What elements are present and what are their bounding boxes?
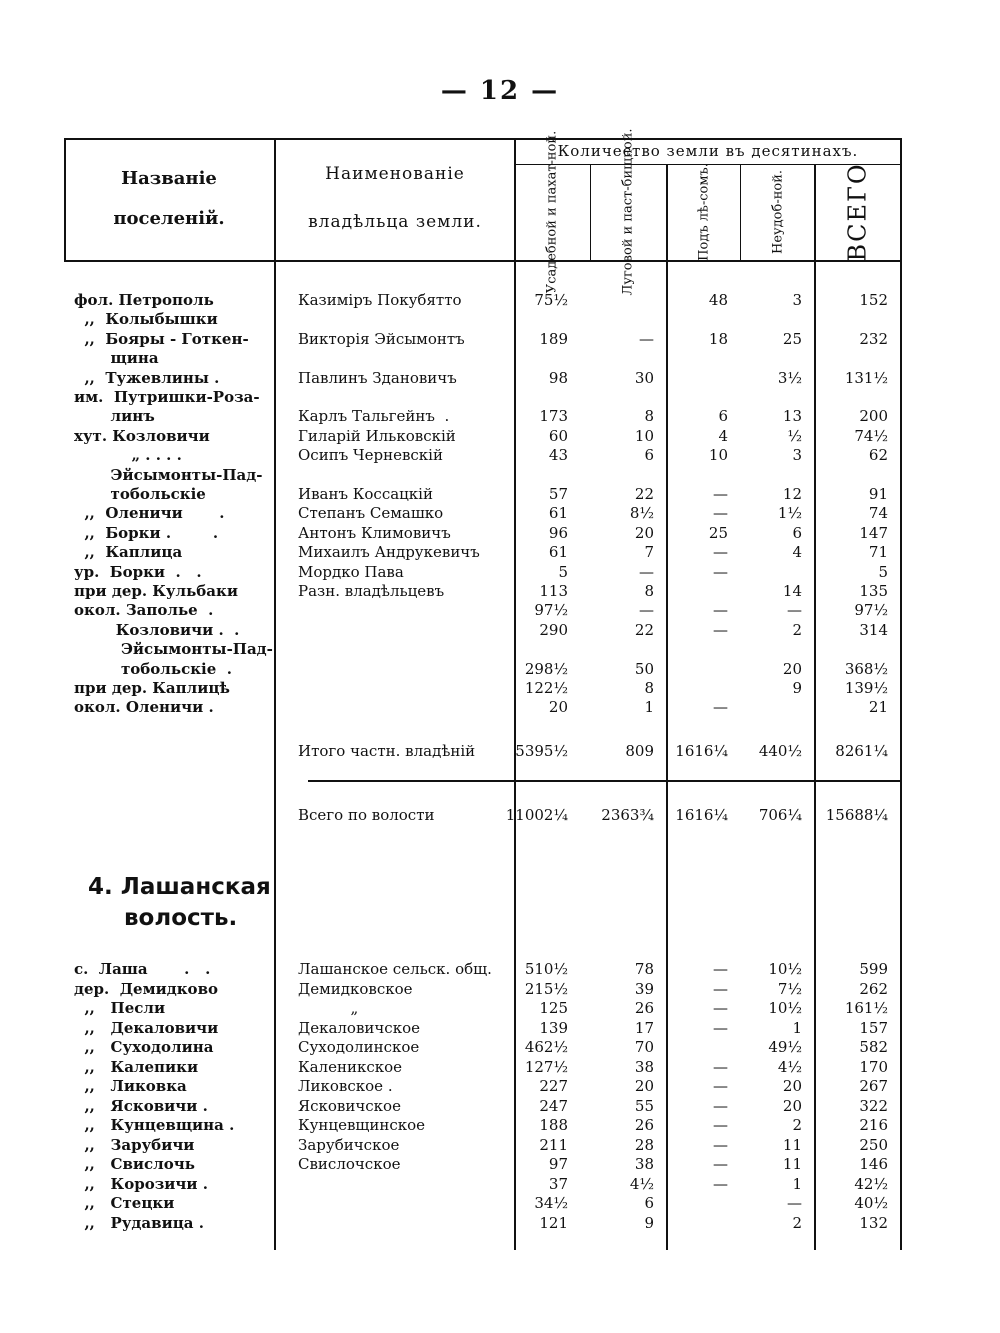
cell: 91 — [868, 485, 888, 503]
cell: 11 — [782, 1155, 802, 1173]
table-row — [0, 524, 1000, 543]
settlement-name: щина — [74, 349, 159, 368]
owner-name: Казиміръ Покубятто — [298, 291, 462, 309]
cell: 7 — [644, 543, 654, 562]
settlement-name: ,, Ясковичи . — [74, 1096, 208, 1115]
cell: 147 — [859, 523, 888, 542]
cell: 74 — [868, 504, 888, 523]
cell: 34½ — [534, 1194, 568, 1212]
cell: 146 — [859, 1155, 888, 1173]
cell: 15688¼ — [825, 806, 888, 824]
cell: 61 — [548, 504, 568, 523]
cell: — — [713, 698, 728, 717]
settlement-name: тобольскіе . — [74, 659, 232, 678]
owner-name: Кунцевщинское — [298, 1116, 426, 1134]
settlement-name: ,, Суходолина — [74, 1038, 214, 1056]
cell: 10 — [708, 446, 728, 465]
cell: 57 — [548, 485, 568, 503]
table-row — [0, 427, 1000, 446]
table-row — [0, 504, 1000, 523]
cell: 8261¼ — [835, 742, 888, 760]
cell: — — [713, 1116, 728, 1134]
header-sub-4: Неудоб-ной. — [770, 169, 786, 255]
cell: 173 — [539, 407, 568, 426]
cell: 40½ — [854, 1194, 888, 1212]
col-divider-3 — [590, 164, 591, 260]
cell: 38 — [634, 1057, 654, 1076]
cell: 1½ — [777, 504, 802, 523]
cell: 11002¼ — [505, 806, 568, 824]
settlement-name: при дер. Кульбаки — [74, 582, 238, 600]
table-row — [0, 1097, 1000, 1116]
cell: 6 — [644, 446, 654, 465]
cell: — — [713, 543, 728, 562]
cell: 125 — [539, 999, 568, 1017]
cell: 247 — [539, 1096, 568, 1115]
settlement-name: ,, Корозичи . — [74, 1174, 208, 1193]
cell: 25 — [708, 523, 728, 542]
col-divider-5 — [740, 164, 741, 260]
cell: 3 — [792, 291, 802, 309]
cell: 314 — [859, 620, 888, 639]
cell: 131½ — [844, 368, 888, 387]
cell: 6 — [792, 523, 802, 542]
total-volost-label: Всего по волости — [298, 806, 435, 824]
cell: 5 — [878, 562, 888, 581]
cell: 48 — [708, 291, 728, 309]
table-row — [0, 485, 1000, 504]
header-land-group: Количество земли въ десятинахъ. — [557, 142, 859, 160]
header-settlement-1: Названіе — [121, 168, 217, 189]
cell: 462½ — [524, 1038, 568, 1056]
table-row — [0, 349, 1000, 368]
cell: 20 — [634, 523, 654, 542]
settlement-name: ,, Борки . . — [74, 523, 219, 542]
cell: 232 — [859, 329, 888, 348]
owner-name: „ — [298, 999, 359, 1017]
header-bottom-rule — [64, 260, 902, 262]
cell: 10½ — [768, 960, 802, 978]
cell: 4 — [718, 426, 728, 445]
cell: — — [713, 1155, 728, 1173]
cell: 2 — [792, 1116, 802, 1134]
table-row — [0, 1136, 1000, 1155]
cell: 14 — [782, 582, 802, 600]
cell: 25 — [782, 329, 802, 348]
cell: 75½ — [534, 291, 568, 309]
cell: 43 — [548, 446, 568, 465]
cell: 20 — [782, 1096, 802, 1115]
cell: 188 — [539, 1116, 568, 1134]
settlement-name: „ . . . . — [74, 446, 182, 465]
settlement-name: ,, Тужевлины . — [74, 368, 220, 387]
cell: 12 — [782, 485, 802, 503]
cell: 189 — [539, 329, 568, 348]
settlement-name: дер. Демидково — [74, 979, 218, 998]
table-row — [0, 1116, 1000, 1135]
owner-name: Ликовское . — [298, 1077, 393, 1095]
settlement-name: ур. Борки . . — [74, 562, 202, 581]
cell: 17 — [634, 1018, 654, 1037]
cell: 3 — [792, 446, 802, 465]
table-row — [0, 407, 1000, 426]
cell: — — [787, 601, 802, 620]
cell: 62 — [868, 446, 888, 465]
cell: 267 — [859, 1077, 888, 1095]
cell: 1 — [792, 1018, 802, 1037]
owner-name: Антонъ Климовичъ — [298, 523, 451, 542]
cell: 2 — [792, 620, 802, 639]
table-row — [0, 543, 1000, 562]
section-title-line-2: волость. — [124, 905, 238, 931]
cell: — — [639, 601, 654, 620]
table-row — [0, 999, 1000, 1018]
cell: — — [713, 1057, 728, 1076]
owner-name: Павлинъ Здановичъ — [298, 368, 457, 387]
cell: 10½ — [768, 999, 802, 1017]
table-row — [0, 601, 1000, 620]
cell: — — [787, 1194, 802, 1212]
owner-name: Степанъ Семашко — [298, 504, 444, 523]
settlement-name: ,, Рудавица . — [74, 1213, 204, 1232]
page-number: — 12 — — [440, 76, 560, 106]
cell: 1 — [792, 1174, 802, 1193]
table-left-border — [64, 138, 66, 260]
table-row — [0, 960, 1000, 979]
table-row — [0, 330, 1000, 349]
header-owner-2: владѣльца земли. — [308, 212, 482, 232]
cell: 3½ — [777, 368, 802, 387]
cell: 97½ — [534, 601, 568, 620]
cell: 50 — [634, 659, 654, 678]
table-row — [0, 980, 1000, 999]
cell: — — [713, 999, 728, 1017]
cell: 161½ — [844, 999, 888, 1017]
table-row — [0, 640, 1000, 659]
cell: 9 — [792, 679, 802, 697]
cell: 262 — [859, 979, 888, 998]
cell: — — [713, 1018, 728, 1037]
table-row — [0, 1019, 1000, 1038]
owner-name: Свислочское — [298, 1155, 401, 1173]
cell: 2 — [792, 1213, 802, 1232]
settlement-name: с. Лаша . . — [74, 960, 211, 978]
cell: 55 — [634, 1096, 654, 1115]
cell: 5 — [558, 562, 568, 581]
cell: 132 — [859, 1213, 888, 1232]
table-row — [0, 291, 1000, 310]
settlement-name: окол. Оленичи . — [74, 698, 214, 717]
cell: 20 — [782, 1077, 802, 1095]
settlement-name: Эйсымонты-Пад- — [74, 640, 273, 659]
table-row — [0, 582, 1000, 601]
cell: 121 — [539, 1213, 568, 1232]
cell: 200 — [859, 407, 888, 426]
owner-name: Мордко Пава — [298, 562, 404, 581]
cell: 98 — [548, 368, 568, 387]
owner-name: Разн. владѣльцевъ — [298, 582, 445, 600]
owner-name: Лашанское сельск. общ. — [298, 960, 492, 978]
settlement-name: линъ — [74, 407, 155, 426]
table-row — [0, 1214, 1000, 1233]
cell: 4½ — [777, 1057, 802, 1076]
table-row — [0, 388, 1000, 407]
cell: 298½ — [524, 659, 568, 678]
cell: 510½ — [524, 960, 568, 978]
settlement-name: тобольскіе — [74, 485, 206, 503]
cell: 215½ — [524, 979, 568, 998]
settlement-name: ,, Зарубичи — [74, 1135, 195, 1154]
cell: — — [713, 960, 728, 978]
table-row — [0, 1077, 1000, 1096]
cell: 227 — [539, 1077, 568, 1095]
cell: — — [713, 562, 728, 581]
settlement-name: им. Путришки-Роза- — [74, 388, 260, 406]
cell: 8 — [644, 407, 654, 426]
settlement-name: ,, Оленичи . — [74, 504, 225, 523]
settlement-name: ,, Бояры - Готкен- — [74, 329, 249, 348]
table-row — [0, 1038, 1000, 1057]
total-private-row — [0, 742, 1000, 761]
table-row — [0, 310, 1000, 329]
cell: 122½ — [524, 679, 568, 697]
table-row — [0, 1194, 1000, 1213]
cell: 13 — [782, 407, 802, 426]
cell: 97½ — [854, 601, 888, 620]
cell: 97 — [548, 1155, 568, 1173]
cell: 71 — [868, 543, 888, 562]
cell: ½ — [787, 426, 802, 445]
cell: — — [713, 1096, 728, 1115]
cell: — — [713, 979, 728, 998]
cell: 152 — [859, 291, 888, 309]
table-row — [0, 369, 1000, 388]
cell: 135 — [859, 582, 888, 600]
cell: 139½ — [844, 679, 888, 697]
table-row — [0, 446, 1000, 465]
cell: 6 — [718, 407, 728, 426]
total-private-label: Итого частн. владѣній — [298, 742, 476, 760]
settlement-name: ,, Декаловичи — [74, 1018, 219, 1037]
section-title-line-1: 4. Лашанская — [88, 874, 271, 900]
section-title — [88, 872, 271, 934]
cell: 139 — [539, 1018, 568, 1037]
cell: 21 — [868, 698, 888, 717]
owner-name: Осипъ Черневскій — [298, 446, 443, 465]
owner-name: Карлъ Тальгейнъ . — [298, 407, 450, 426]
table-row — [0, 563, 1000, 582]
cell: 18 — [708, 329, 728, 348]
cell: 1 — [644, 698, 654, 717]
owner-name: Суходолинское — [298, 1038, 420, 1056]
cell: 96 — [548, 523, 568, 542]
cell: — — [713, 504, 728, 523]
cell: 5395½ — [515, 742, 568, 760]
cell: 216 — [859, 1116, 888, 1134]
cell: — — [713, 1174, 728, 1193]
cell: — — [713, 601, 728, 620]
cell: 809 — [625, 742, 654, 760]
total-rule — [308, 780, 902, 782]
header-settlement-2: поселеній. — [113, 208, 225, 229]
cell: 70 — [634, 1038, 654, 1056]
cell: 368½ — [844, 659, 888, 678]
header-sub-2: Луговой и паст-бищной. — [620, 128, 636, 296]
cell: 1616¼ — [675, 806, 728, 824]
cell: 440½ — [758, 742, 802, 760]
cell: 4½ — [629, 1174, 654, 1193]
owner-name: Демидковское — [298, 979, 413, 998]
settlement-name: Козловичи . . — [74, 620, 240, 639]
settlement-name: фол. Петрополь — [74, 291, 214, 309]
settlement-name: ,, Колыбышки — [74, 310, 218, 329]
header-sub-3: Подъ лѣ-сомъ. — [696, 163, 712, 261]
cell: — — [639, 329, 654, 348]
owner-name: Иванъ Коссацкій — [298, 485, 433, 503]
settlement-name: окол. Заполье . — [74, 601, 214, 620]
cell: 2363¾ — [601, 806, 654, 824]
cell: 61 — [548, 543, 568, 562]
cell: 26 — [634, 1116, 654, 1134]
table-row — [0, 660, 1000, 679]
cell: 157 — [859, 1018, 888, 1037]
cell: 8 — [644, 679, 654, 697]
owner-name: Гиларій Ильковскій — [298, 426, 456, 445]
total-volost-row — [0, 806, 1000, 825]
cell: 38 — [634, 1155, 654, 1173]
cell: 582 — [859, 1038, 888, 1056]
cell: — — [639, 562, 654, 581]
cell: 4 — [792, 543, 802, 562]
cell: 211 — [539, 1135, 568, 1154]
cell: 11 — [782, 1135, 802, 1154]
cell: 250 — [859, 1135, 888, 1154]
cell: 26 — [634, 999, 654, 1017]
cell: 7½ — [777, 979, 802, 998]
cell: 706¼ — [758, 806, 802, 824]
cell: 49½ — [768, 1038, 802, 1056]
settlement-name: ,, Ликовка — [74, 1077, 187, 1095]
cell: 20 — [782, 659, 802, 678]
cell: 60 — [548, 426, 568, 445]
settlement-name: ,, Калепики — [74, 1057, 199, 1076]
table-row — [0, 621, 1000, 640]
cell: 22 — [634, 620, 654, 639]
cell: 599 — [859, 960, 888, 978]
cell: 290 — [539, 620, 568, 639]
settlement-name: Эйсымонты-Пад- — [74, 465, 263, 484]
cell: 127½ — [524, 1057, 568, 1076]
table-row — [0, 466, 1000, 485]
cell: 37 — [548, 1174, 568, 1193]
settlement-name: хут. Козловичи — [74, 426, 210, 445]
cell: 8 — [644, 582, 654, 600]
table-row — [0, 1058, 1000, 1077]
cell: 113 — [539, 582, 568, 600]
cell: 10 — [634, 426, 654, 445]
cell: — — [713, 620, 728, 639]
cell: 74½ — [854, 426, 888, 445]
settlement-name: ,, Свислочь — [74, 1155, 195, 1173]
cell: 170 — [859, 1057, 888, 1076]
table-top-rule — [64, 138, 902, 140]
cell: 9 — [644, 1213, 654, 1232]
owner-name: Зарубичское — [298, 1135, 400, 1154]
cell: 39 — [634, 979, 654, 998]
cell: 1616¼ — [675, 742, 728, 760]
table-row — [0, 1155, 1000, 1174]
cell: 28 — [634, 1135, 654, 1154]
cell: 22 — [634, 485, 654, 503]
settlement-name: при дер. Каплицѣ — [74, 679, 230, 697]
settlement-name: ,, Стецки — [74, 1194, 175, 1212]
cell: 30 — [634, 368, 654, 387]
table-row — [0, 1175, 1000, 1194]
cell: 20 — [548, 698, 568, 717]
owner-name: Каленикское — [298, 1057, 403, 1076]
header-owner-1: Наименованіе — [325, 164, 465, 184]
cell: 322 — [859, 1096, 888, 1115]
cell: 42½ — [854, 1174, 888, 1193]
settlement-name: ,, Каплица — [74, 543, 183, 562]
owner-name: Ясковичское — [298, 1096, 401, 1115]
cell: 6 — [644, 1194, 654, 1212]
table-row — [0, 679, 1000, 698]
cell: 20 — [634, 1077, 654, 1095]
table-row — [0, 698, 1000, 717]
settlement-name: ,, Кунцевщина . — [74, 1116, 235, 1134]
cell: — — [713, 485, 728, 503]
header-sub-1: Усадебной и пахат-ной. — [544, 130, 560, 294]
owner-name: Викторія Эйсымонтъ — [298, 329, 465, 348]
cell: 8½ — [629, 504, 654, 523]
settlement-name: ,, Песли — [74, 999, 166, 1017]
cell: 78 — [634, 960, 654, 978]
cell: — — [713, 1077, 728, 1095]
owner-name: Декаловичское — [298, 1018, 420, 1037]
owner-name: Михаилъ Андрукевичъ — [298, 543, 480, 562]
cell: — — [713, 1135, 728, 1154]
header-sub-5: ВСЕГО — [843, 162, 872, 262]
